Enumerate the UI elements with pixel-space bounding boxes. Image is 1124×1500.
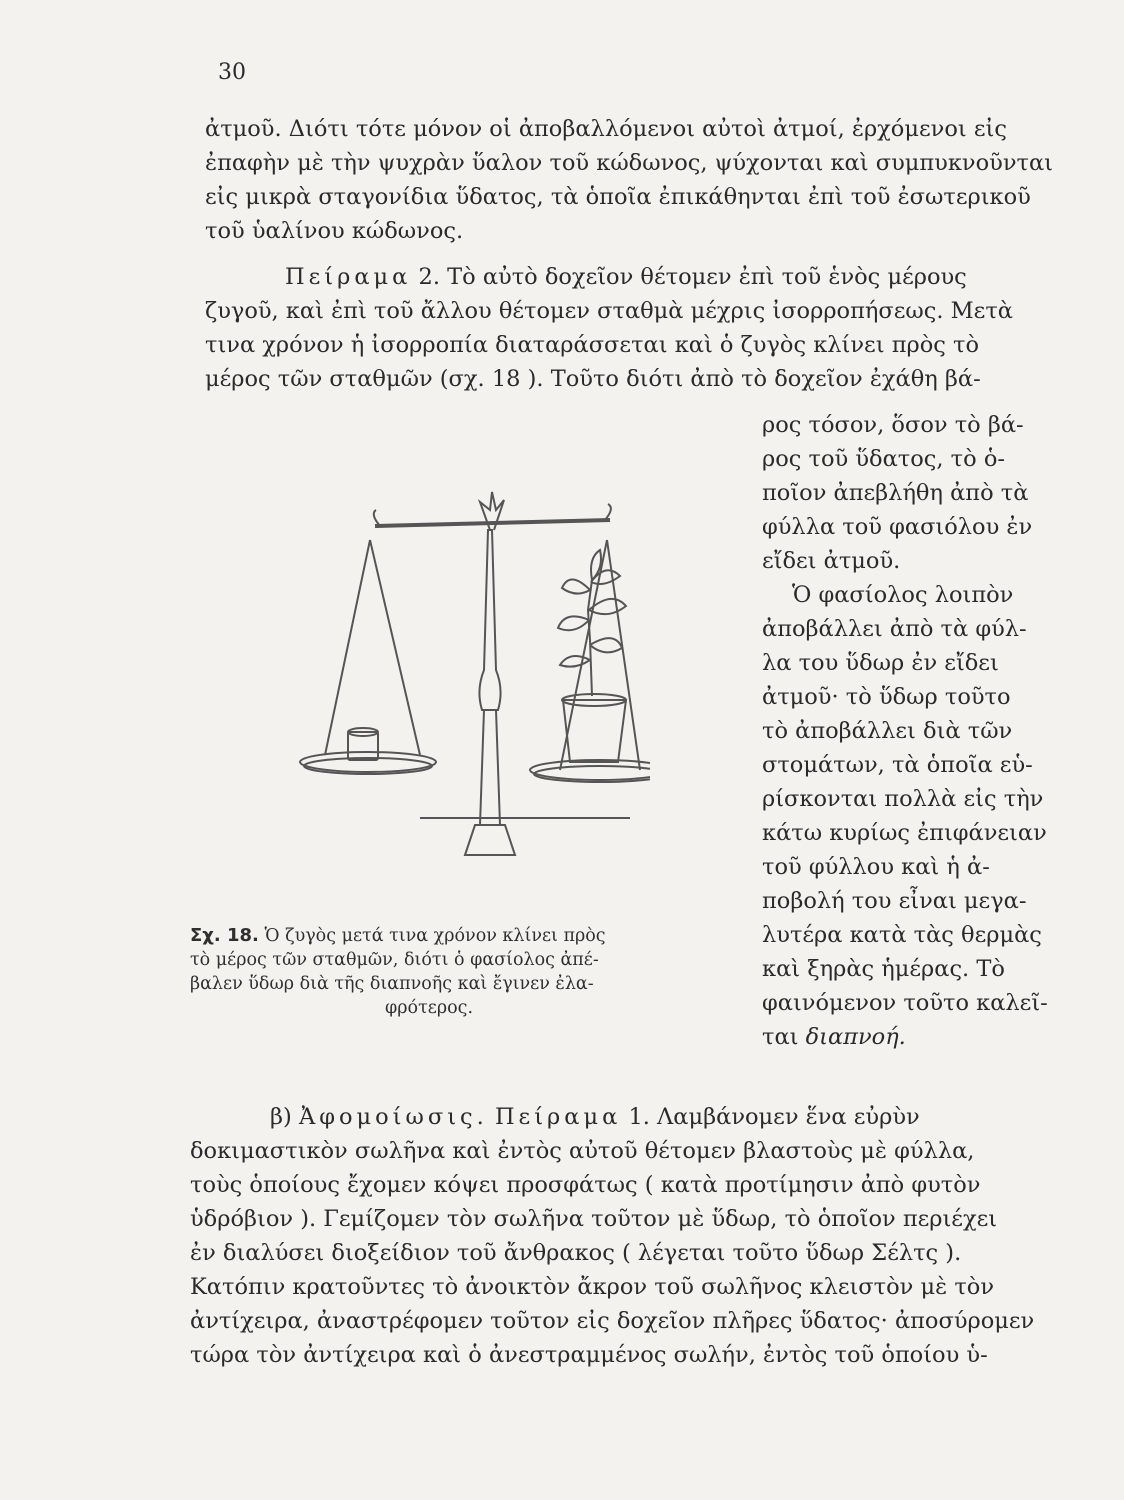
text-line: λυτέρα κατὰ τὰς θερμὰς bbox=[762, 922, 1042, 948]
beam-hook-left bbox=[374, 510, 380, 526]
left-pan-string bbox=[325, 540, 370, 755]
text-span: ται bbox=[762, 1024, 799, 1050]
scale-column-lower bbox=[480, 710, 500, 825]
text-line: λα του ὕδωρ ἐν εἴδει bbox=[762, 650, 999, 676]
leaf bbox=[562, 579, 590, 593]
paragraph-assimilation bbox=[190, 1100, 1034, 1372]
text-span: Ὁ ζυγὸς μετά τινα χρόνον κλίνει πρὸς bbox=[264, 926, 606, 946]
text-span: 2. Τὸ αὐτὸ δοχεῖον θέτομεν ἐπὶ τοῦ ἑνὸς μέρους bbox=[418, 264, 967, 290]
text-line: ὑδρόβιον ). Γεμίζομεν τὸν σωλῆνα τοῦτον μὲ ὕδωρ, τὸ ὁποῖον περιέχει bbox=[190, 1206, 998, 1232]
balance-scale-illustration bbox=[270, 470, 650, 890]
text-line: ρος τοῦ ὕδατος, τὸ ὁ- bbox=[762, 446, 1005, 472]
left-pan-string bbox=[370, 540, 420, 755]
caption-line: φρότερος. bbox=[385, 998, 474, 1018]
text-line: δοκιμαστικὸν σωλῆνα καὶ ἐντὸς αὐτοῦ θέτομεν βλαστοὺς μὲ φύλλα, bbox=[190, 1138, 975, 1164]
caption-line: τὸ μέρος τῶν σταθμῶν, διότι ὁ φασίολος ἀπέ- bbox=[190, 950, 599, 970]
caption-line bbox=[190, 924, 606, 948]
term-diapnoi: διαπνοή. bbox=[805, 1024, 906, 1050]
text-line: κάτω κυρίως ἐπιφάνειαν bbox=[762, 820, 1047, 846]
text-line: ἐν διαλύσει διοξείδιον τοῦ ἄνθρακος ( λέγεται τοῦτο ὕδωρ Σέλτς ). bbox=[190, 1240, 962, 1266]
text-line: ποβολή του εἶναι μεγα- bbox=[762, 888, 1027, 914]
text-line: τοὺς ὁποίους ἔχομεν κόψει προσφάτως ( κατὰ προτίμησιν ἀπὸ φυτὸν bbox=[190, 1172, 981, 1198]
text-line: μέρος τῶν σταθμῶν (σχ. 18 ). Τοῦτο διότι ἀπὸ τὸ δοχεῖον ἐχάθη βά- bbox=[205, 366, 981, 392]
figure-caption bbox=[190, 924, 606, 1020]
text-line: Ὁ φασίολος λοιπὸν bbox=[792, 582, 1014, 608]
text-line: ποῖον ἀπεβλήθη ἀπὸ τὰ bbox=[762, 480, 1029, 506]
text-line: ἀτμοῦ. Διότι τότε μόνον οἱ ἀποβαλλόμενοι αὐτοὶ ἀτμοί, ἐρχόμενοι εἰς bbox=[205, 116, 1007, 142]
text-line bbox=[205, 260, 1013, 294]
right-column-text bbox=[762, 408, 1048, 1054]
plant-stem bbox=[588, 580, 592, 696]
text-line: ρίσκονται πολλὰ εἰς τὴν bbox=[762, 786, 1044, 812]
text-line: φαινόμενον τοῦτο καλεῖ- bbox=[762, 990, 1048, 1016]
section-prefix: β) bbox=[270, 1104, 292, 1130]
text-line: ἐπαφὴν μὲ τὴν ψυχρὰν ὕαλον τοῦ κώδωνος, ψύχονται καὶ συμπυκνοῦνται bbox=[205, 150, 1053, 176]
text-span: 1. Λαμβάνομεν ἕνα εὐρὺν bbox=[628, 1104, 920, 1130]
right-pan-string bbox=[607, 540, 640, 770]
experiment-heading: Πείραμα bbox=[494, 1104, 622, 1130]
paragraph-experiment-2 bbox=[205, 260, 1013, 396]
figure-label: Σχ. 18. bbox=[190, 925, 259, 946]
figure-balance-scale bbox=[270, 470, 650, 890]
text-line: τώρα τὸν ἀντίχειρα καὶ ὁ ἀνεστραμμένος σωλήν, ἐντὸς τοῦ ὁποίου ὑ- bbox=[190, 1342, 988, 1368]
scale-column-upper bbox=[479, 530, 500, 710]
experiment-heading: Πείραμα bbox=[285, 264, 412, 290]
scale-beam bbox=[375, 520, 610, 526]
text-line bbox=[190, 1100, 1034, 1134]
paragraph-transpiration-end bbox=[205, 112, 1053, 248]
text-line: τινα χρόνον ἡ ἰσορροπία διαταράσσεται καὶ ὁ ζυγὸς κλίνει πρὸς τὸ bbox=[205, 332, 979, 358]
text-line: ἀτμοῦ· τὸ ὕδωρ τοῦτο bbox=[762, 684, 1011, 710]
text-line: καὶ ξηρὰς ἡμέρας. Τὸ bbox=[762, 956, 1005, 982]
text-line: ζυγοῦ, καὶ ἐπὶ τοῦ ἄλλου θέτομεν σταθμὰ μέχρις ἰσορροπήσεως. Μετὰ bbox=[205, 298, 1013, 324]
text-line: τὸ ἀποβάλλει διὰ τῶν bbox=[762, 718, 1013, 744]
text-line bbox=[762, 1020, 1048, 1054]
text-line: ἀποβάλλει ἀπὸ τὰ φύλ- bbox=[762, 616, 1027, 642]
scale-foot bbox=[465, 825, 515, 855]
leaf bbox=[560, 656, 590, 667]
leaf bbox=[558, 616, 589, 630]
left-pan bbox=[300, 752, 436, 772]
caption-line: βαλεν ὕδωρ διὰ τῆς διαπνοῆς καὶ ἔγινεν ἐλα- bbox=[190, 974, 594, 994]
text-line: στομάτων, τὰ ὁποῖα εὑ- bbox=[762, 752, 1033, 778]
beam-hook-right bbox=[605, 504, 611, 520]
leaf bbox=[590, 638, 622, 652]
text-line: εἰς μικρὰ σταγονίδια ὕδατος, τὰ ὁποῖα ἐπικάθηνται ἐπὶ τοῦ ἐσωτερικοῦ bbox=[205, 184, 1031, 210]
text-line: τοῦ φύλλου καὶ ἡ ἀ- bbox=[762, 854, 990, 880]
text-line: εἴδει ἀτμοῦ. bbox=[762, 548, 901, 574]
text-line: ἀντίχειρα, ἀναστρέφομεν τοῦτον εἰς δοχεῖον πλῆρες ὕδατος· ἀποσύρομεν bbox=[190, 1308, 1035, 1334]
section-heading: Ἀφομοίωσις. bbox=[298, 1104, 488, 1130]
text-line: ρος τόσον, ὅσον τὸ βά- bbox=[762, 412, 1024, 438]
text-line: τοῦ ὑαλίνου κώδωνος. bbox=[205, 218, 464, 244]
text-line: φύλλα τοῦ φασιόλου ἐν bbox=[762, 514, 1033, 540]
text-line: Κατόπιν κρατοῦντες τὸ ἀνοικτὸν ἄκρον τοῦ σωλῆνος κλειστὸν μὲ τὸν bbox=[190, 1274, 995, 1300]
page-number: 30 bbox=[218, 60, 246, 85]
